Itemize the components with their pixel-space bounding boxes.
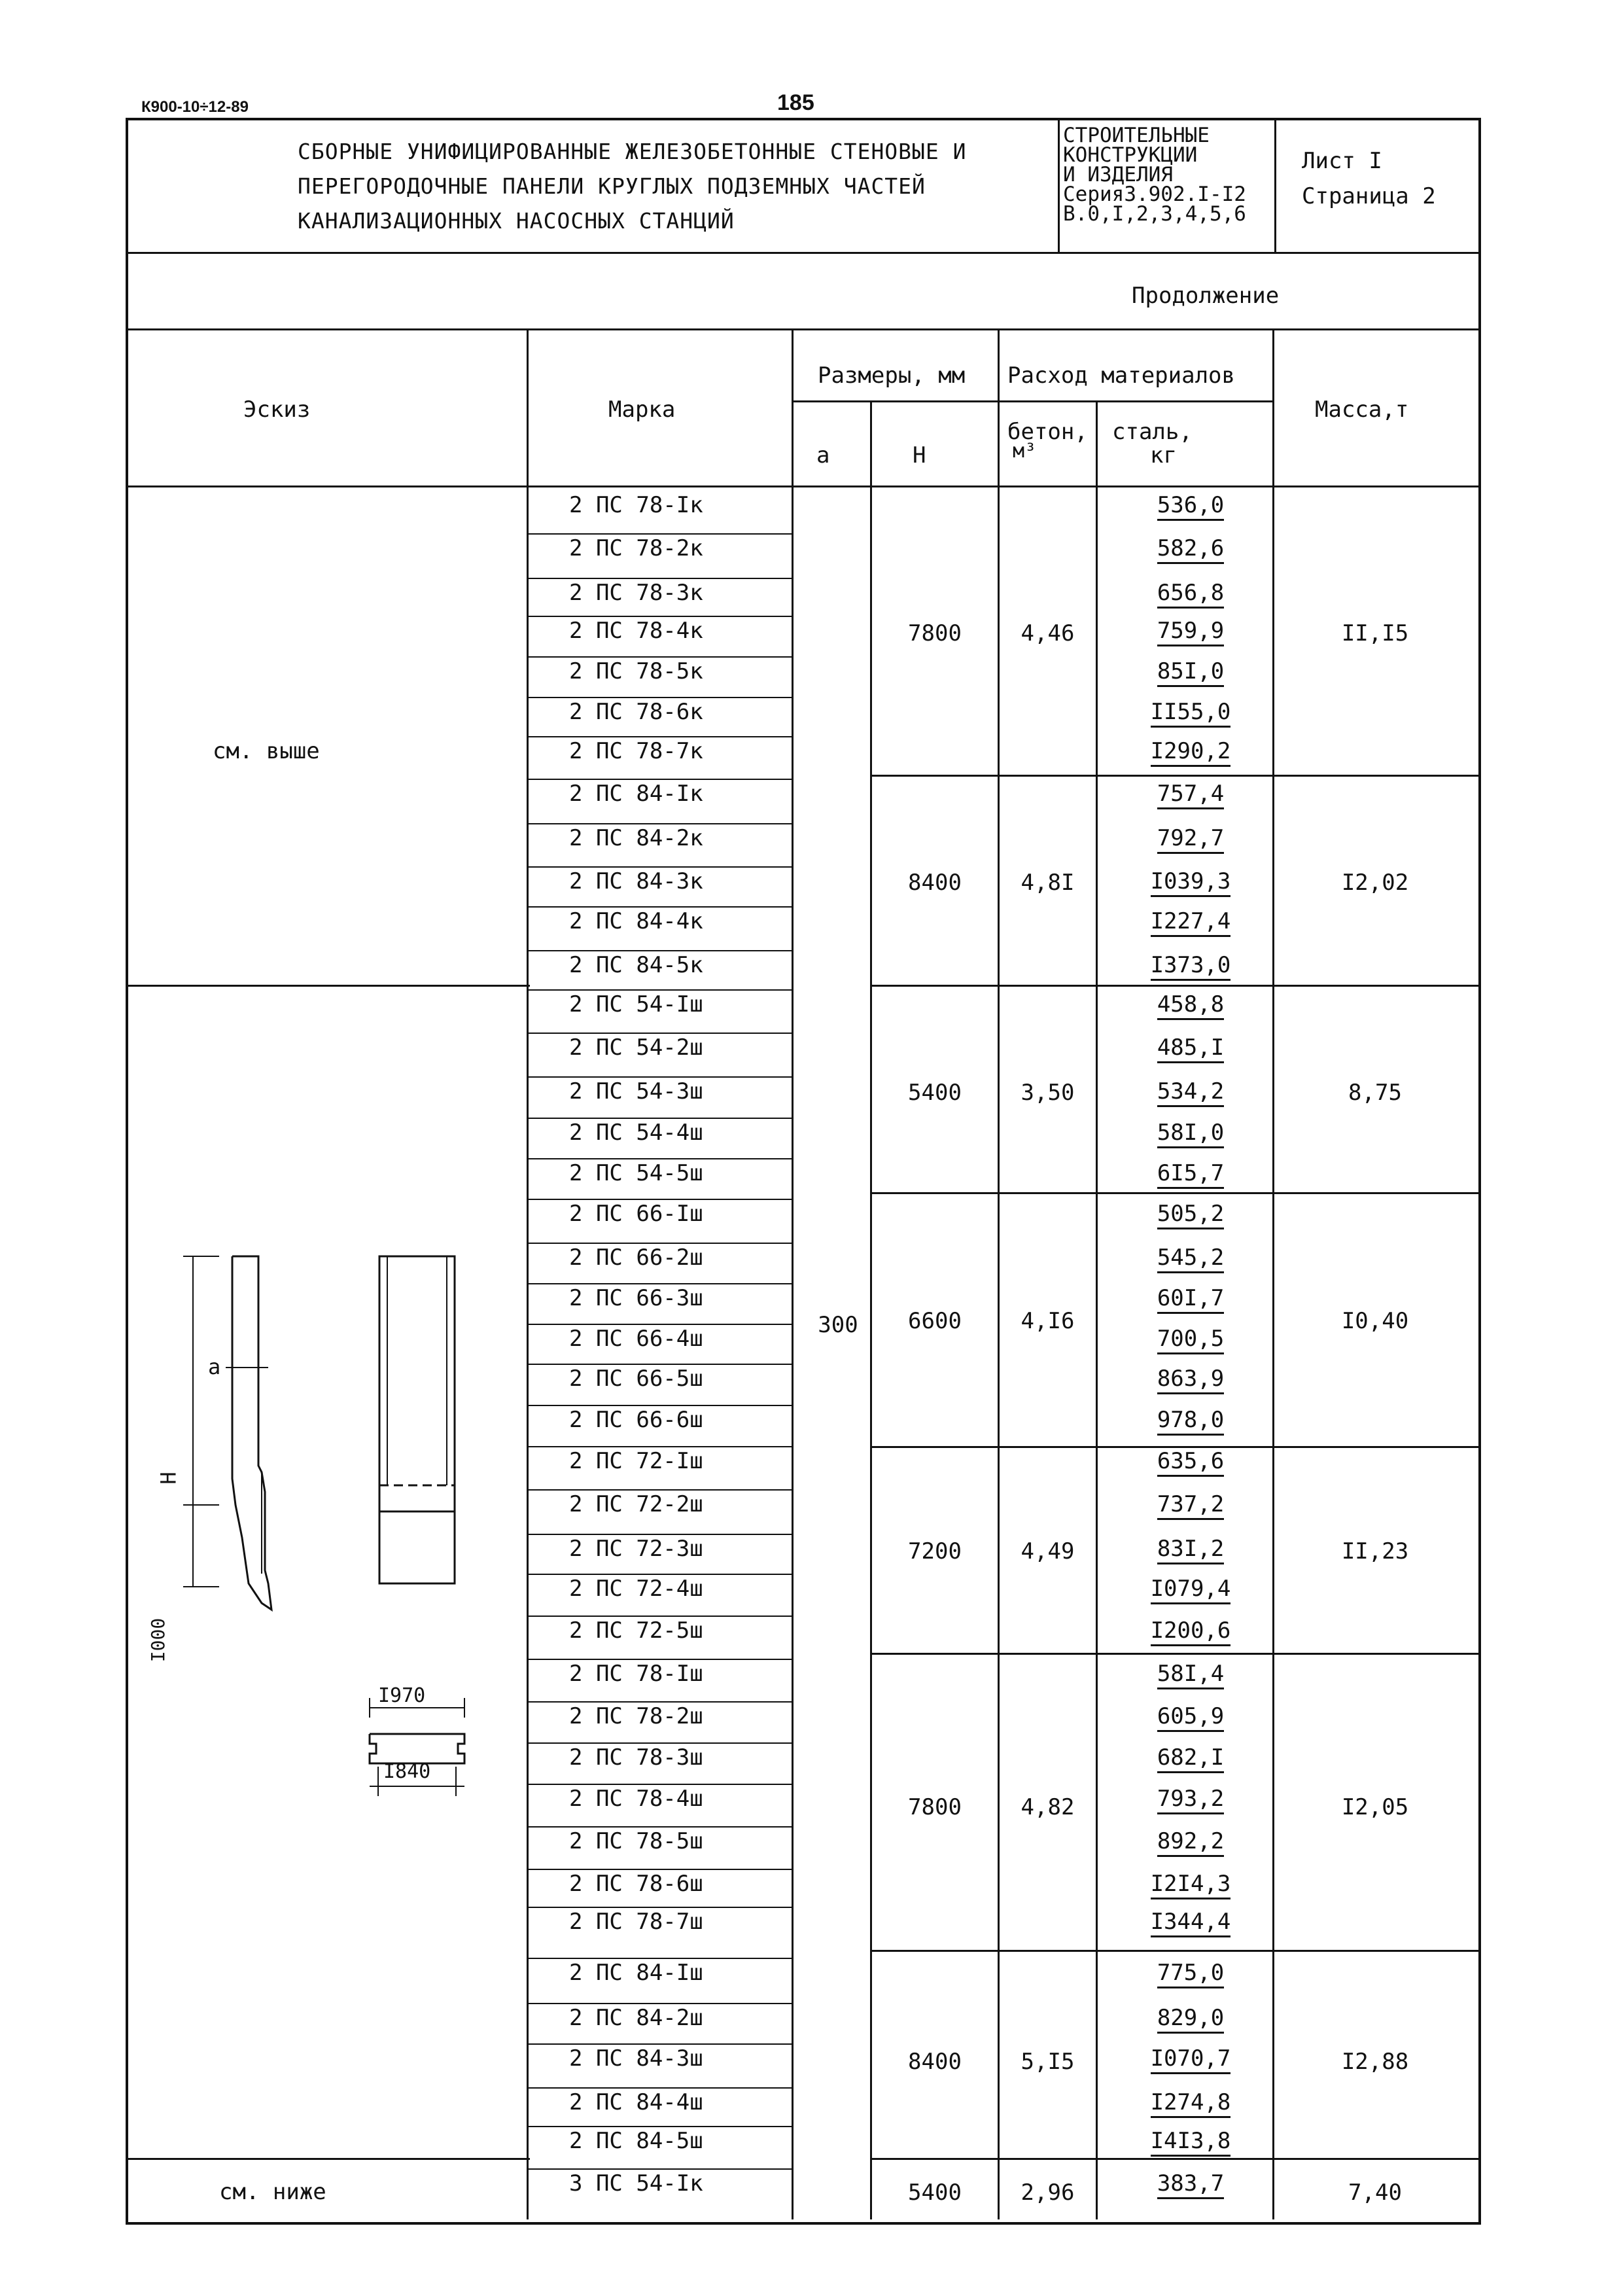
group-boundary — [872, 1192, 1478, 1194]
row-divider — [529, 1446, 792, 1447]
col-line-steel — [1272, 328, 1274, 2219]
row-steel: 58I,0 — [1109, 1122, 1272, 1148]
row-steel: 759,9 — [1109, 620, 1272, 646]
row-mark: 2 ПС 78-4к — [569, 618, 703, 644]
row-steel: 792,7 — [1109, 827, 1272, 854]
row-divider — [529, 1283, 792, 1284]
row-mark: 2 ПС 66-4ш — [569, 1326, 703, 1352]
panel-front-view — [379, 1256, 455, 1583]
group-mass: II,I5 — [1341, 620, 1409, 646]
group-concrete: 4,I6 — [1021, 1308, 1075, 1334]
row-divider — [529, 866, 792, 868]
row-mark: 2 ПС 66-6ш — [569, 1407, 703, 1433]
panel-sketch — [131, 1230, 497, 1963]
group-h: 7800 — [908, 1793, 962, 1820]
row-mark: 2 ПС 72-2ш — [569, 1491, 703, 1517]
group-h: 5400 — [908, 2180, 962, 2206]
title-line-3: КАНАЛИЗАЦИОННЫХ НАСОСНЫХ СТАНЦИЙ — [298, 208, 735, 234]
header-mark: Марка — [608, 397, 676, 423]
header-sketch: Эскиз — [243, 397, 311, 423]
group-concrete: 3,50 — [1021, 1080, 1075, 1106]
row-steel: I274,8 — [1109, 2091, 1272, 2118]
header-steel: сталь, — [1112, 419, 1193, 445]
row-steel: 534,2 — [1109, 1080, 1272, 1107]
row-mark: 2 ПС 72-4ш — [569, 1576, 703, 1602]
row-steel: 85I,0 — [1109, 660, 1272, 687]
row-divider — [529, 1405, 792, 1406]
row-mark: 2 ПС 78-5ш — [569, 1828, 703, 1854]
row-steel: 863,9 — [1109, 1368, 1272, 1394]
group-mass: II,23 — [1341, 1538, 1409, 1564]
row-divider — [529, 1118, 792, 1119]
header-concrete-unit: м³ — [1013, 440, 1037, 463]
series-line-5: В.0,I,2,3,4,5,6 — [1063, 202, 1246, 226]
row-steel: 582,6 — [1109, 537, 1272, 564]
row-mark: 2 ПС 54-2ш — [569, 1034, 703, 1061]
header-mass: Масса,т — [1315, 397, 1409, 423]
row-mark: 2 ПС 84-4к — [569, 908, 703, 934]
header-size-a: а — [816, 442, 830, 468]
row-divider — [529, 1616, 792, 1617]
group-concrete: 2,96 — [1021, 2180, 1075, 2206]
row-steel: 700,5 — [1109, 1328, 1272, 1354]
group-boundary — [872, 775, 1478, 777]
row-divider — [529, 2087, 792, 2089]
row-divider — [529, 823, 792, 824]
row-mark: 2 ПС 66-Iш — [569, 1201, 703, 1227]
row-mark: 2 ПС 84-3к — [569, 868, 703, 894]
row-divider — [529, 2043, 792, 2045]
row-mark: 2 ПС 54-4ш — [569, 1120, 703, 1146]
row-divider — [529, 1958, 792, 1959]
row-steel: I079,4 — [1109, 1578, 1272, 1604]
see-below-note: см. ниже — [219, 2179, 326, 2205]
group-boundary — [872, 985, 1478, 987]
row-steel: 536,0 — [1109, 494, 1272, 521]
row-steel: I344,4 — [1109, 1911, 1272, 1937]
row-steel: I039,3 — [1109, 870, 1272, 897]
series-block — [1063, 126, 1246, 224]
row-steel: I2I4,3 — [1109, 1873, 1272, 1899]
row-mark: 2 ПС 78-5к — [569, 658, 703, 684]
row-mark: 2 ПС 54-5ш — [569, 1160, 703, 1186]
group-concrete: 4,82 — [1021, 1793, 1075, 1820]
row-mark: 2 ПС 84-3ш — [569, 2045, 703, 2072]
row-divider — [529, 1489, 792, 1491]
group-h: 7800 — [908, 620, 962, 646]
row-mark: 2 ПС 72-3ш — [569, 1536, 703, 1562]
row-steel: 458,8 — [1109, 993, 1272, 1020]
title-block-bottom — [126, 252, 1478, 254]
header-mid-line — [792, 400, 1274, 402]
row-mark: 2 ПС 54-3ш — [569, 1078, 703, 1104]
row-steel: I4I3,8 — [1109, 2130, 1272, 2157]
panel-plan-view — [370, 1734, 464, 1763]
header-sizes: Размеры, мм — [818, 362, 966, 389]
header-concrete: бетон, — [1007, 419, 1088, 445]
row-divider — [529, 697, 792, 698]
row-steel: 829,0 — [1109, 2007, 1272, 2034]
row-divider — [529, 2003, 792, 2004]
row-divider — [529, 1907, 792, 1908]
dim-label-1970: I970 — [378, 1684, 426, 1707]
row-mark: 2 ПС 78-6к — [569, 699, 703, 725]
row-divider — [529, 1243, 792, 1244]
row-mark: 2 ПС 78-3к — [569, 580, 703, 606]
row-divider — [529, 2168, 792, 2170]
row-steel: 978,0 — [1109, 1409, 1272, 1436]
col-line-concrete — [1096, 400, 1098, 2219]
row-divider — [529, 616, 792, 617]
sketch-section-boundary — [126, 2158, 530, 2160]
row-mark: 2 ПС 84-2к — [569, 825, 703, 851]
row-divider — [529, 1826, 792, 1828]
group-mass: I2,02 — [1341, 870, 1409, 896]
row-divider — [529, 1033, 792, 1034]
header-materials: Расход материалов — [1007, 362, 1235, 389]
group-h: 6600 — [908, 1308, 962, 1334]
row-divider — [529, 1701, 792, 1703]
row-steel: 6I5,7 — [1109, 1162, 1272, 1189]
row-steel: 505,2 — [1109, 1203, 1272, 1229]
row-divider — [529, 1659, 792, 1660]
row-steel: 892,2 — [1109, 1830, 1272, 1857]
row-mark: 2 ПС 78-7ш — [569, 1909, 703, 1935]
header-steel-unit: кг — [1150, 442, 1177, 468]
col-line-sketch — [527, 328, 529, 2219]
panel-side-profile — [232, 1256, 271, 1610]
row-divider — [529, 1199, 792, 1200]
row-divider — [529, 1324, 792, 1325]
row-steel: 635,6 — [1109, 1450, 1272, 1477]
row-steel: 737,2 — [1109, 1493, 1272, 1520]
dim-label-1840: I840 — [383, 1760, 431, 1783]
row-divider — [529, 533, 792, 535]
title-line-1: СБОРНЫЕ УНИФИЦИРОВАННЫЕ ЖЕЛЕЗОБЕТОННЫЕ СТЕНОВЫЕ И — [298, 139, 967, 164]
row-mark: 2 ПС 78-Iк — [569, 492, 703, 518]
row-mark: 2 ПС 66-5ш — [569, 1366, 703, 1392]
row-divider — [529, 989, 792, 991]
row-steel: 60I,7 — [1109, 1287, 1272, 1314]
see-above-note: см. выше — [213, 738, 320, 764]
group-mass: 7,40 — [1348, 2180, 1402, 2206]
group-boundary — [872, 2158, 1478, 2160]
row-mark: 3 ПС 54-Iк — [569, 2170, 703, 2197]
row-steel: 682,I — [1109, 1746, 1272, 1773]
table-top-line — [126, 328, 1478, 330]
group-mass: I2,88 — [1341, 2049, 1409, 2075]
title-divider-1 — [1058, 118, 1060, 252]
title-line-2: ПЕРЕГОРОДОЧНЫЕ ПАНЕЛИ КРУГЛЫХ ПОДЗЕМНЫХ ЧАСТЕЙ — [298, 173, 926, 199]
row-steel: 485,I — [1109, 1036, 1272, 1063]
title-block — [298, 139, 967, 234]
row-divider — [529, 1574, 792, 1575]
row-mark: 2 ПС 84-Iш — [569, 1960, 703, 1986]
group-boundary — [872, 1653, 1478, 1655]
sketch-section-boundary — [126, 985, 530, 987]
row-steel: 757,4 — [1109, 783, 1272, 809]
row-mark: 2 ПС 54-Iш — [569, 991, 703, 1017]
col-line-mark — [792, 328, 794, 2219]
row-divider — [529, 1869, 792, 1870]
row-divider — [529, 578, 792, 579]
dim-label-1000: I000 — [147, 1617, 169, 1663]
row-mark: 2 ПС 84-Iк — [569, 781, 703, 807]
series-line-3: И ИЗДЕЛИЯ — [1063, 163, 1173, 186]
group-h: 5400 — [908, 1080, 962, 1106]
group-h: 8400 — [908, 870, 962, 896]
row-steel: I373,0 — [1109, 954, 1272, 981]
group-boundary — [872, 1950, 1478, 1952]
group-concrete: 4,8I — [1021, 870, 1075, 896]
group-mass: I0,40 — [1341, 1308, 1409, 1334]
sheet-block — [1302, 148, 1436, 209]
continuation-label: Продолжение — [1132, 283, 1280, 309]
row-mark: 2 ПС 78-3ш — [569, 1744, 703, 1771]
header-bottom-line — [126, 486, 1478, 487]
series-line-1: СТРОИТЕЛЬНЫЕ — [1063, 124, 1210, 147]
series-line-2: КОНСТРУКЦИИ — [1063, 143, 1198, 167]
row-steel: I290,2 — [1109, 740, 1272, 767]
row-steel: I070,7 — [1109, 2047, 1272, 2074]
row-mark: 2 ПС 78-6ш — [569, 1871, 703, 1897]
row-divider — [529, 1076, 792, 1078]
row-steel: 58I,4 — [1109, 1663, 1272, 1689]
row-steel: I200,6 — [1109, 1619, 1272, 1646]
row-steel: 775,0 — [1109, 1962, 1272, 1988]
row-divider — [529, 736, 792, 737]
row-steel: 545,2 — [1109, 1246, 1272, 1273]
group-h: 7200 — [908, 1538, 962, 1564]
row-mark: 2 ПС 84-4ш — [569, 2089, 703, 2115]
title-divider-2 — [1274, 118, 1276, 252]
row-mark: 2 ПС 78-7к — [569, 738, 703, 764]
document-code: К900-10÷12-89 — [141, 98, 249, 116]
row-mark: 2 ПС 84-5ш — [569, 2128, 703, 2154]
row-mark: 2 ПС 78-2к — [569, 535, 703, 561]
dim-label-h: Н — [156, 1472, 181, 1485]
row-mark: 2 ПС 84-2ш — [569, 2005, 703, 2031]
group-mass: 8,75 — [1348, 1080, 1402, 1106]
row-mark: 2 ПС 72-Iш — [569, 1448, 703, 1474]
row-divider — [529, 656, 792, 658]
row-mark: 2 ПС 78-2ш — [569, 1703, 703, 1729]
series-line-4: Серия3.902.I-I2 — [1063, 183, 1246, 206]
row-divider — [529, 906, 792, 908]
row-steel: I227,4 — [1109, 910, 1272, 937]
group-concrete: 4,49 — [1021, 1538, 1075, 1564]
header-size-h: Н — [913, 442, 926, 468]
row-steel: 656,8 — [1109, 582, 1272, 609]
col-line-h — [998, 328, 1000, 2219]
group-concrete: 5,I5 — [1021, 2049, 1075, 2075]
group-mass: I2,05 — [1341, 1793, 1409, 1820]
row-divider — [529, 1534, 792, 1535]
group-h: 8400 — [908, 2049, 962, 2075]
row-divider — [529, 1784, 792, 1785]
row-steel: II55,0 — [1109, 701, 1272, 728]
row-mark: 2 ПС 66-3ш — [569, 1285, 703, 1311]
row-steel: 383,7 — [1109, 2172, 1272, 2199]
page-number: 185 — [777, 90, 814, 115]
row-mark: 2 ПС 84-5к — [569, 952, 703, 978]
row-divider — [529, 2126, 792, 2127]
row-mark: 2 ПС 72-5ш — [569, 1617, 703, 1644]
row-divider — [529, 1742, 792, 1744]
size-a-value: 300 — [818, 1312, 858, 1338]
row-divider — [529, 1158, 792, 1159]
dim-label-a: а — [208, 1354, 221, 1379]
row-divider — [529, 950, 792, 951]
row-divider — [529, 779, 792, 780]
row-mark: 2 ПС 78-Iш — [569, 1661, 703, 1687]
page-label: Страница 2 — [1302, 183, 1436, 209]
row-steel: 793,2 — [1109, 1788, 1272, 1814]
row-steel: 83I,2 — [1109, 1538, 1272, 1564]
row-mark: 2 ПС 66-2ш — [569, 1245, 703, 1271]
sheet-label: Лист I — [1302, 148, 1382, 174]
row-mark: 2 ПС 78-4ш — [569, 1786, 703, 1812]
group-concrete: 4,46 — [1021, 620, 1075, 646]
row-divider — [529, 1364, 792, 1365]
row-steel: 605,9 — [1109, 1705, 1272, 1732]
